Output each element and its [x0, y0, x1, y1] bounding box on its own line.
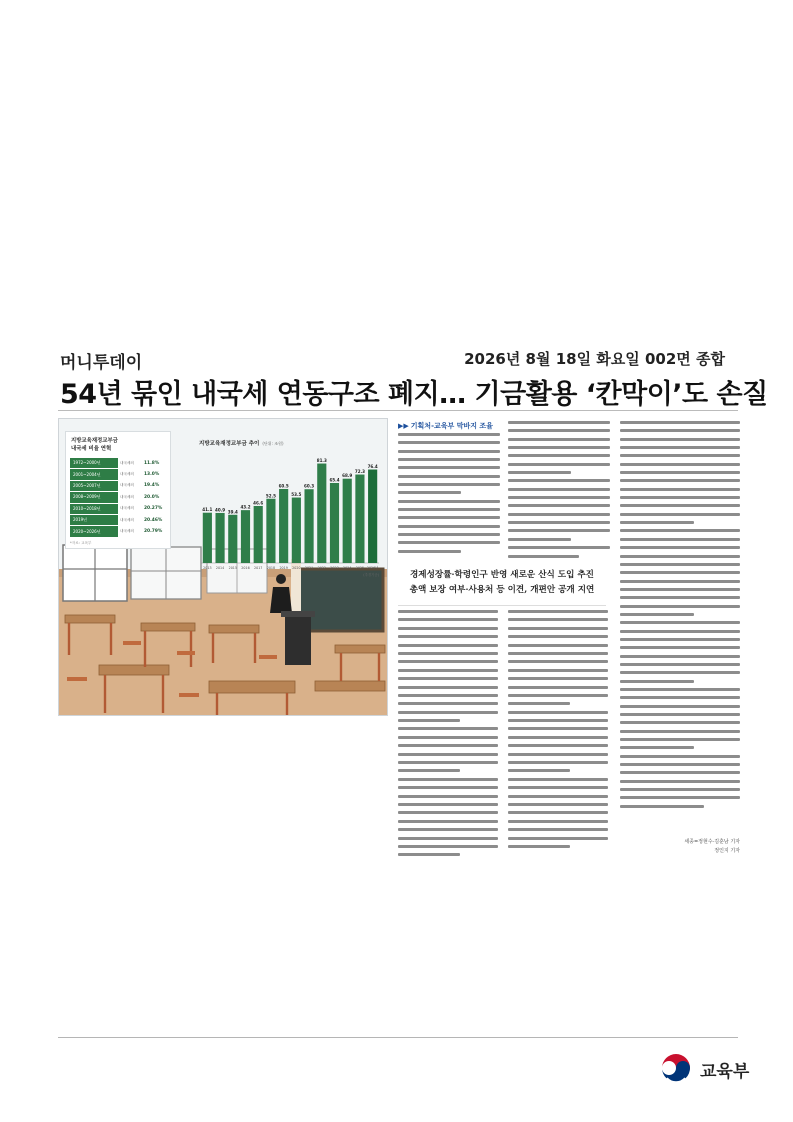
ministry-emblem-icon — [658, 1051, 694, 1087]
illegible-text-line — [508, 446, 610, 449]
ratio-period: 2019년 — [70, 515, 118, 525]
illegible-text-line — [398, 694, 498, 697]
chart-bar — [355, 475, 364, 563]
illegible-text-line — [508, 513, 610, 516]
illegible-text-line — [508, 702, 570, 705]
chart-category-label: 2016 — [241, 566, 250, 570]
illegible-text-line — [620, 538, 740, 541]
illegible-text-line — [508, 627, 608, 630]
subhead-divider — [398, 605, 606, 606]
chart-footnote: (추경기준) — [363, 573, 379, 577]
chart-value-label: 40.9 — [215, 507, 226, 513]
article-subhead — [398, 568, 606, 598]
illegible-text-line — [398, 786, 498, 789]
illegible-text-line — [398, 475, 500, 478]
grant-trend-chart — [199, 439, 381, 579]
illegible-text-line — [620, 663, 740, 666]
double-arrow-icon: ▶▶ — [398, 422, 409, 430]
ratio-table-title-line1: 지방교육재정교부금 — [71, 438, 118, 444]
chart-value-label: 52.5 — [265, 493, 276, 499]
illegible-text-line — [398, 811, 498, 814]
illegible-text-line — [398, 627, 498, 630]
illegible-text-line — [398, 711, 498, 714]
illegible-text-line — [620, 780, 740, 783]
illegible-text-line — [508, 744, 608, 747]
byline-reporters: 세종=정현수·김훈남 기자 — [684, 839, 740, 845]
ratio-row — [70, 458, 166, 468]
chart-bar — [228, 515, 237, 563]
illegible-text-line — [620, 529, 740, 532]
chart-category-label: 2020 — [292, 566, 301, 570]
body-column-1-top — [398, 433, 500, 558]
body-column-1-bottom — [398, 610, 498, 862]
illegible-text-line — [508, 686, 608, 689]
byline — [612, 838, 740, 856]
illegible-text-line — [508, 504, 610, 507]
illegible-text-line — [398, 508, 500, 511]
illegible-text-line — [508, 669, 608, 672]
chart-value-label: 76.4 — [367, 464, 378, 470]
ratio-label: 내국세의 — [120, 506, 134, 511]
illegible-text-line — [508, 454, 610, 457]
illegible-text-line — [620, 546, 740, 549]
illegible-text-line — [508, 736, 608, 739]
chart-bar — [254, 506, 263, 563]
illegible-text-line — [620, 621, 740, 624]
chart-category-label: 2021 — [304, 566, 314, 570]
illegible-text-line — [508, 719, 608, 722]
illegible-text-line — [508, 496, 610, 499]
chart-bar — [241, 510, 250, 563]
illegible-text-line — [398, 686, 498, 689]
illegible-text-line — [620, 571, 740, 574]
illegible-text-line — [620, 713, 740, 716]
footer-divider — [58, 1037, 738, 1038]
ratio-table-rows — [70, 458, 166, 538]
illegible-text-line — [620, 479, 740, 482]
illegible-text-line — [398, 516, 500, 519]
chart-category-label: 2018 — [266, 566, 276, 570]
chart-category-label: 2023 — [330, 566, 339, 570]
illegible-text-line — [398, 450, 500, 453]
illegible-text-line — [620, 588, 740, 591]
illegible-text-line — [398, 660, 498, 663]
section-kicker — [398, 421, 493, 431]
illegible-text-line — [398, 744, 498, 747]
subhead-line1: 경제성장률·학령인구 반영 새로운 산식 도입 추진 — [410, 570, 594, 580]
illegible-text-line — [620, 696, 740, 699]
illegible-text-line — [398, 828, 498, 831]
body-column-3 — [620, 421, 740, 813]
illegible-text-line — [398, 753, 498, 756]
ratio-label: 내국세의 — [120, 460, 134, 465]
illegible-text-line — [398, 769, 460, 772]
chart-unit: (단위: 조원) — [262, 441, 284, 446]
illegible-text-line — [398, 491, 461, 494]
illegible-text-line — [620, 496, 740, 499]
illegible-text-line — [620, 630, 740, 633]
chart-value-label: 68.9 — [342, 473, 353, 479]
illegible-text-line — [620, 746, 694, 749]
illegible-text-line — [398, 644, 498, 647]
ratio-row — [70, 515, 166, 525]
illegible-text-line — [620, 605, 740, 608]
chart-value-label: 41.1 — [202, 507, 213, 513]
illegible-text-line — [508, 761, 608, 764]
illegible-text-line — [620, 596, 740, 599]
chart-bar — [215, 513, 224, 563]
illegible-text-line — [620, 421, 740, 424]
ratio-value: 19.4% — [144, 483, 160, 489]
illegible-text-line — [508, 837, 608, 840]
ratio-period: 1972~2000년 — [70, 458, 118, 468]
illegible-text-line — [398, 618, 498, 621]
illegible-text-line — [398, 541, 500, 544]
ratio-label: 내국세의 — [120, 483, 134, 488]
illegible-text-line — [508, 538, 571, 541]
illegible-text-line — [398, 533, 500, 536]
illegible-text-line — [508, 795, 608, 798]
chart-value-label: 46.6 — [253, 500, 264, 506]
illegible-text-line — [620, 555, 740, 558]
headline-divider — [58, 410, 738, 411]
illegible-text-line — [508, 438, 610, 441]
illegible-text-line — [398, 736, 498, 739]
chart-title — [199, 439, 284, 447]
illegible-text-line — [620, 446, 740, 449]
illegible-text-line — [508, 769, 570, 772]
chart-category-label: 2019 — [279, 566, 288, 570]
ratio-value: 20.27% — [144, 506, 163, 512]
illegible-text-line — [398, 500, 500, 503]
illegible-text-line — [508, 635, 608, 638]
illegible-text-line — [508, 471, 571, 474]
illegible-text-line — [398, 610, 498, 613]
ratio-row — [70, 469, 166, 479]
illegible-text-line — [398, 702, 498, 705]
chart-bar — [203, 513, 212, 563]
chart-bar — [304, 489, 313, 563]
ratio-label: 내국세의 — [120, 472, 134, 477]
illegible-text-line — [508, 660, 608, 663]
illegible-text-line — [620, 680, 694, 683]
ratio-table-source: *자료: 교육부 — [70, 541, 92, 545]
kicker-text: 기획처-교육부 막바지 조율 — [410, 422, 493, 430]
illegible-text-line — [620, 805, 704, 808]
illegible-text-line — [398, 820, 498, 823]
illegible-text-line — [398, 635, 498, 638]
illegible-text-line — [508, 786, 608, 789]
illegible-text-line — [620, 488, 740, 491]
chart-bar — [330, 483, 339, 563]
illegible-text-line — [508, 828, 608, 831]
ratio-period: 2001~2004년 — [70, 469, 118, 479]
illegible-text-line — [508, 753, 608, 756]
ratio-label: 내국세의 — [120, 494, 134, 499]
chart-value-label: 39.4 — [227, 509, 238, 515]
illegible-text-line — [508, 546, 610, 549]
chart-category-label: 2024 — [343, 566, 352, 570]
chart-value-label: 60.5 — [278, 483, 289, 489]
chart-title-text: 지방교육재정교부금 추이 — [199, 441, 260, 447]
illegible-text-line — [620, 429, 740, 432]
illegible-text-line — [620, 521, 694, 524]
illegible-text-line — [398, 433, 500, 436]
illegible-text-line — [508, 610, 608, 613]
subhead-line2: 총액 보장 여부·사용처 등 이견, 개편안 공개 지연 — [409, 585, 595, 595]
body-column-2-top — [508, 421, 610, 563]
illegible-text-line — [620, 721, 740, 724]
illegible-text-line — [620, 763, 740, 766]
article-headline: 54년 묶인 내국세 연동구조 폐지… 기금활용 ‘칸막이’도 손질 — [60, 379, 768, 410]
chart-category-label: 2022 — [317, 566, 326, 570]
illegible-text-line — [620, 438, 740, 441]
illegible-text-line — [398, 550, 461, 553]
chart-category-label: 2013 — [203, 566, 212, 570]
outlet-name: 머니투데이 — [60, 353, 143, 373]
chart-bar — [279, 489, 288, 563]
illegible-text-line — [398, 727, 498, 730]
article-figure — [58, 418, 388, 716]
illegible-text-line — [620, 580, 740, 583]
ratio-period: 2010~2018년 — [70, 504, 118, 514]
illegible-text-line — [508, 727, 608, 730]
illegible-text-line — [620, 796, 740, 799]
illegible-text-line — [508, 463, 610, 466]
chart-bar — [317, 464, 326, 563]
ratio-row — [70, 492, 166, 502]
ratio-value: 11.8% — [144, 460, 160, 466]
illegible-text-line — [398, 845, 498, 848]
chart-value-label: 60.3 — [304, 483, 315, 489]
illegible-text-line — [398, 669, 498, 672]
illegible-text-line — [398, 837, 498, 840]
illegible-text-line — [508, 644, 608, 647]
chart-bar — [266, 499, 275, 563]
illegible-text-line — [620, 613, 694, 616]
chart-category-label: 2017 — [254, 566, 263, 570]
illegible-text-line — [508, 803, 608, 806]
chart-bar — [292, 498, 301, 563]
ratio-row — [70, 481, 166, 491]
chart-category-label: 2014 — [215, 566, 225, 570]
illegible-text-line — [508, 677, 608, 680]
illegible-text-line — [508, 429, 610, 432]
illegible-text-line — [508, 521, 610, 524]
illegible-text-line — [398, 441, 500, 444]
illegible-text-line — [508, 711, 608, 714]
byline-reporter2: 정인지 기자 — [714, 848, 740, 854]
illegible-text-line — [508, 845, 570, 848]
illegible-text-line — [398, 803, 498, 806]
illegible-text-line — [508, 488, 610, 491]
illegible-text-line — [620, 563, 740, 566]
ratio-value: 20.46% — [144, 517, 163, 523]
illegible-text-line — [620, 688, 740, 691]
chart-value-label: 81.3 — [316, 458, 327, 464]
ratio-value: 13.0% — [144, 472, 160, 478]
illegible-text-line — [398, 525, 500, 528]
ratio-label: 내국세의 — [120, 529, 134, 534]
illegible-text-line — [620, 646, 740, 649]
illegible-text-line — [508, 811, 608, 814]
illegible-text-line — [508, 421, 610, 424]
illegible-text-line — [620, 513, 740, 516]
illegible-text-line — [508, 555, 579, 558]
illegible-text-line — [398, 778, 498, 781]
illegible-text-line — [398, 677, 498, 680]
illegible-text-line — [398, 483, 500, 486]
illegible-text-line — [508, 479, 610, 482]
illegible-text-line — [620, 705, 740, 708]
illegible-text-line — [620, 738, 740, 741]
illegible-text-line — [398, 719, 460, 722]
chart-category-label: 2026년 — [366, 566, 379, 570]
illegible-text-line — [398, 466, 500, 469]
illegible-text-line — [620, 638, 740, 641]
ratio-label: 내국세의 — [120, 517, 134, 522]
illegible-text-line — [620, 771, 740, 774]
illegible-text-line — [508, 694, 608, 697]
illegible-text-line — [508, 820, 608, 823]
illegible-text-line — [620, 454, 740, 457]
chart-value-label: 72.3 — [354, 469, 365, 475]
chart-category-label: 2015 — [228, 566, 237, 570]
ratio-period: 2008~2009년 — [70, 492, 118, 502]
ratio-row — [70, 504, 166, 514]
illegible-text-line — [620, 671, 740, 674]
chart-value-label: 53.5 — [291, 492, 302, 498]
illegible-text-line — [398, 761, 498, 764]
ratio-value: 20.79% — [144, 529, 163, 535]
illegible-text-line — [508, 618, 608, 621]
ratio-table-title — [71, 437, 167, 453]
chart-bar — [343, 479, 352, 563]
illegible-text-line — [620, 471, 740, 474]
ratio-value: 20.0% — [144, 494, 160, 500]
chart-category-label: 2025 — [355, 566, 365, 570]
illegible-text-line — [508, 778, 608, 781]
chart-value-label: 65.4 — [329, 477, 340, 483]
dateline: 2026년 8월 18일 화요일 002면 종합 — [464, 350, 725, 368]
illegible-text-line — [620, 755, 740, 758]
ratio-row — [70, 526, 166, 536]
illegible-text-line — [508, 529, 610, 532]
chart-bar — [368, 470, 377, 563]
ratio-period: 2020~2026년 — [70, 526, 118, 536]
illegible-text-line — [620, 504, 740, 507]
illegible-text-line — [398, 652, 498, 655]
illegible-text-line — [620, 463, 740, 466]
illegible-text-line — [398, 458, 500, 461]
illegible-text-line — [398, 853, 460, 856]
ministry-name: 교육부 — [700, 1062, 750, 1082]
body-column-2-bottom — [508, 610, 608, 853]
illegible-text-line — [508, 652, 608, 655]
illegible-text-line — [398, 795, 498, 798]
chart-value-label: 43.2 — [240, 504, 251, 510]
ratio-period: 2005~2007년 — [70, 481, 118, 491]
illegible-text-line — [620, 655, 740, 658]
chart-plot — [199, 447, 381, 579]
ratio-table-title-line2: 내국세 비율 연혁 — [71, 446, 112, 452]
illegible-text-line — [620, 788, 740, 791]
illegible-text-line — [620, 730, 740, 733]
ratio-history-table — [65, 431, 171, 549]
